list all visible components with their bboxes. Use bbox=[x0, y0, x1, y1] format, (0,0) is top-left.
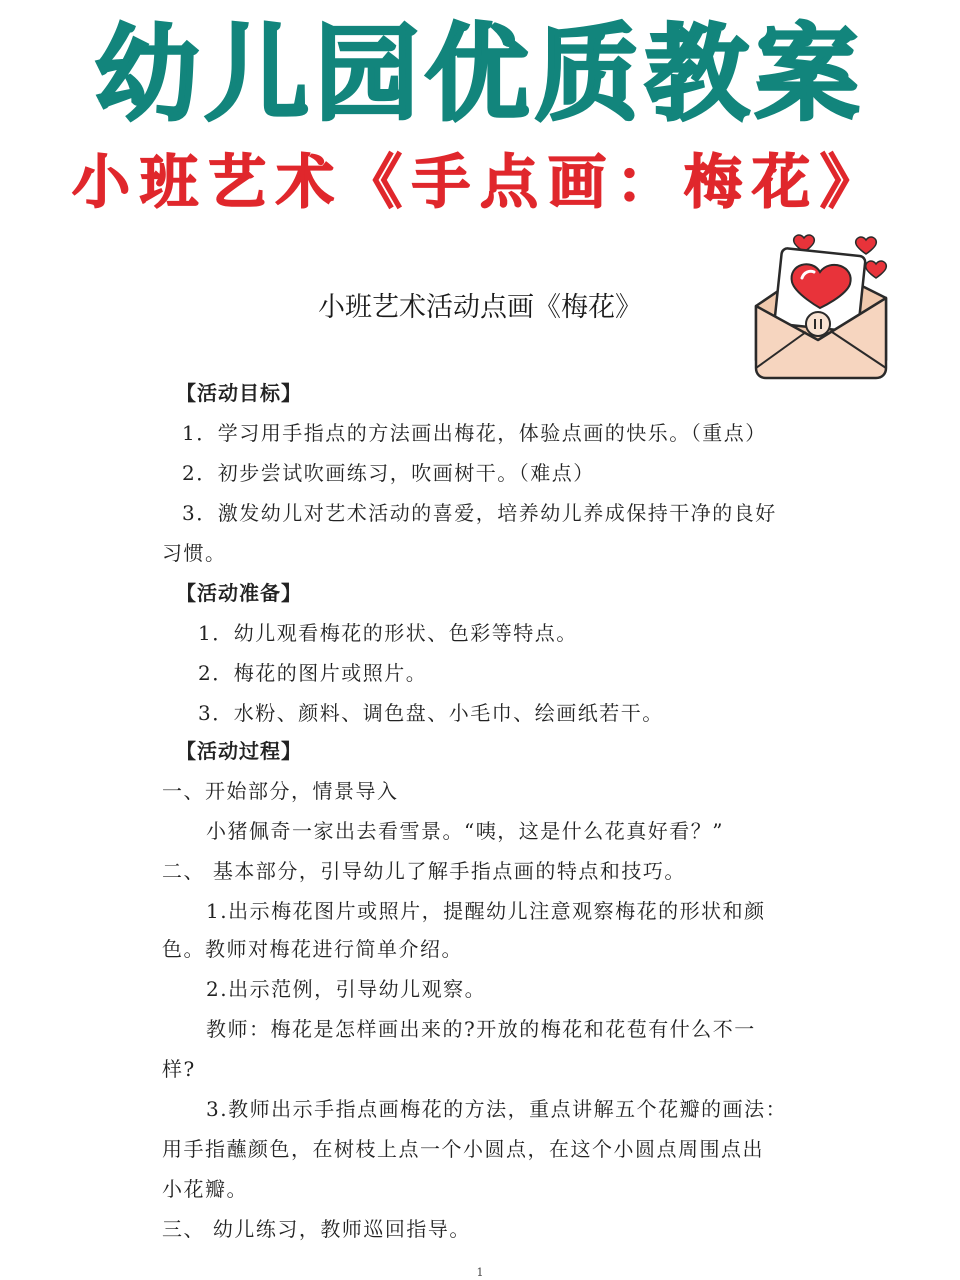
process-step-3-line-3: 小花瓣。 bbox=[162, 1177, 248, 1201]
process-part-3: 三、 幼儿练习，教师巡回指导。 bbox=[162, 1217, 471, 1241]
process-step-2: 2.出示范例，引导幼儿观察。 bbox=[206, 977, 487, 1001]
goals-heading: 【活动目标】 bbox=[176, 381, 302, 405]
process-heading: 【活动过程】 bbox=[176, 739, 302, 763]
process-step-1-continued: 色。教师对梅花进行简单介绍。 bbox=[162, 937, 463, 961]
process-step-3-line-2: 用手指蘸颜色，在树枝上点一个小圆点，在这个小圆点周围点出 bbox=[162, 1137, 764, 1161]
goal-item-1: 1．学习用手指点的方法画出梅花，体验点画的快乐。（重点） bbox=[182, 421, 767, 445]
banner-title: 幼儿园优质教案 bbox=[94, 13, 865, 135]
page-number: 1 bbox=[476, 1266, 484, 1279]
prep-heading: 【活动准备】 bbox=[176, 581, 302, 605]
goal-item-2: 2．初步尝试吹画练习，吹画树干。（难点） bbox=[182, 461, 595, 485]
process-part-1-text: 小猪佩奇一家出去看雪景。“咦，这是什么花真好看？” bbox=[206, 819, 724, 843]
process-step-3: 3.教师出示手指点画梅花的方法，重点讲解五个花瓣的画法： bbox=[206, 1097, 788, 1121]
goal-item-3: 3．激发幼儿对艺术活动的喜爱，培养幼儿养成保持干净的良好 bbox=[182, 501, 777, 525]
goal-item-3-continued: 习惯。 bbox=[162, 541, 227, 565]
prep-item-3: 3．水粉、颜料、调色盘、小毛巾、绘画纸若干。 bbox=[198, 701, 664, 725]
process-part-2: 二、 基本部分，引导幼儿了解手指点画的特点和技巧。 bbox=[162, 859, 686, 883]
process-step-2-question: 教师：梅花是怎样画出来的?开放的梅花和花苞有什么不一 bbox=[206, 1017, 756, 1041]
banner-subtitle: 小班艺术《手点画：梅花》 bbox=[71, 148, 888, 216]
process-step-1: 1.出示梅花图片或照片，提醒幼儿注意观察梅花的形状和颜 bbox=[206, 899, 766, 923]
process-step-2-question-continued: 样? bbox=[162, 1057, 196, 1081]
prep-item-1: 1．幼儿观看梅花的形状、色彩等特点。 bbox=[198, 621, 578, 645]
document-title: 小班艺术活动点画《梅花》 bbox=[318, 292, 642, 323]
prep-item-2: 2．梅花的图片或照片。 bbox=[198, 661, 428, 685]
process-part-1: 一、开始部分，情景导入 bbox=[162, 779, 399, 803]
